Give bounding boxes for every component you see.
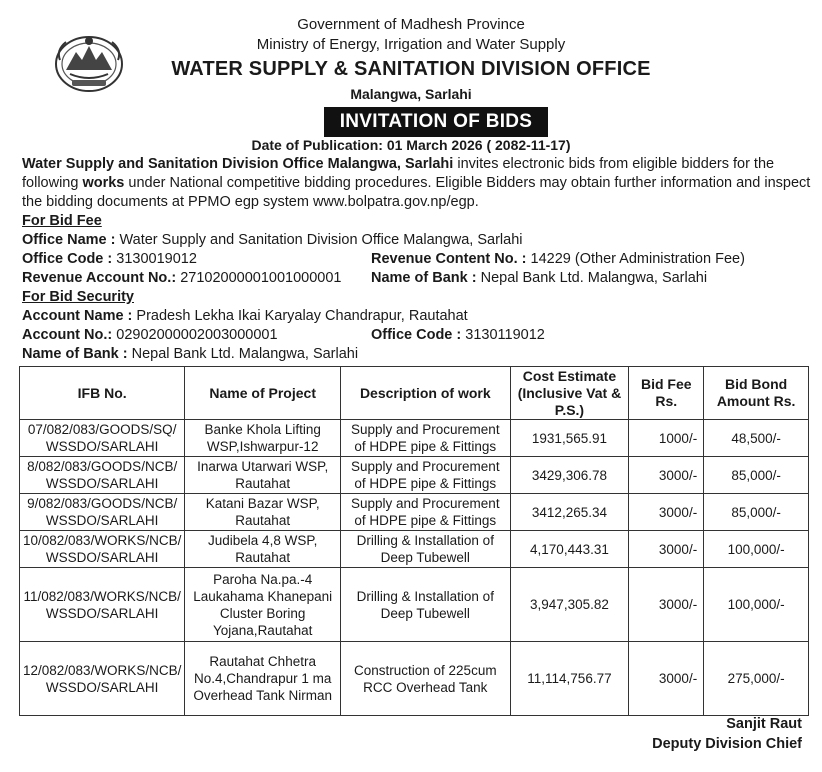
cell-bid-fee: 3000/- bbox=[629, 568, 704, 642]
bid-fee-revenue-account bbox=[22, 270, 341, 286]
cell-bid-bond: 48,500/- bbox=[704, 420, 809, 457]
office-title: WATER SUPPLY & SANITATION DIVISION OFFICE bbox=[171, 58, 651, 80]
government-line: Government of Madhesh Province bbox=[297, 16, 525, 33]
bid-fee-revenue-content bbox=[371, 251, 745, 267]
cell-bid-fee: 3000/- bbox=[629, 642, 704, 716]
cell-project: Judibela 4,8 WSP, Rautahat bbox=[185, 531, 341, 568]
signatory-name: Sanjit Raut bbox=[726, 716, 802, 732]
cell-project: Banke Khola Lifting WSP,Ishwarpur-12 bbox=[185, 420, 341, 457]
cell-bid-bond: 100,000/- bbox=[704, 568, 809, 642]
cell-description: Construction of 225cum RCC Overhead Tank bbox=[341, 642, 510, 716]
account-name-value: Pradesh Lekha Ikai Karyalay Chandrapur, Rautahat bbox=[136, 308, 468, 324]
cell-ifb: 10/082/083/WORKS/NCB/ WSSDO/SARLAHI bbox=[20, 531, 185, 568]
cell-ifb: 8/082/083/GOODS/NCB/ WSSDO/SARLAHI bbox=[20, 457, 185, 494]
bid-security-office-code bbox=[371, 327, 545, 343]
cell-cost: 3429,306.78 bbox=[510, 457, 629, 494]
cell-cost: 11,114,756.77 bbox=[510, 642, 629, 716]
cell-description: Supply and Procurement of HDPE pipe & Fittings bbox=[341, 420, 510, 457]
header-ifb: IFB No. bbox=[20, 367, 185, 420]
signatory-title: Deputy Division Chief bbox=[652, 736, 802, 752]
intro-paragraph bbox=[22, 155, 812, 212]
publication-date: Date of Publication: 01 March 2026 ( 2082-11-17) bbox=[251, 137, 571, 153]
cell-cost: 4,170,443.31 bbox=[510, 531, 629, 568]
header-description: Description of work bbox=[341, 367, 510, 420]
office-name-value: Water Supply and Sanitation Division Office Malangwa, Sarlahi bbox=[119, 232, 523, 248]
office-location: Malangwa, Sarlahi bbox=[350, 86, 472, 102]
cell-ifb: 07/082/083/GOODS/SQ/ WSSDO/SARLAHI bbox=[20, 420, 185, 457]
account-no-label: Account No.: bbox=[22, 327, 117, 343]
revenue-content-value: 14229 (Other Administration Fee) bbox=[530, 251, 745, 267]
cell-bid-bond: 275,000/- bbox=[704, 642, 809, 716]
bid-security-bank bbox=[22, 346, 358, 362]
bid-security-heading: For Bid Security bbox=[22, 289, 134, 305]
cell-ifb: 11/082/083/WORKS/NCB/ WSSDO/SARLAHI bbox=[20, 568, 185, 642]
security-bank-label: Name of Bank : bbox=[22, 346, 132, 362]
cell-bid-fee: 3000/- bbox=[629, 457, 704, 494]
bid-fee-office-name bbox=[22, 232, 522, 248]
intro-works: works bbox=[82, 175, 125, 191]
security-office-code-label: Office Code : bbox=[371, 327, 466, 343]
account-no-value: 02902000002003000001 bbox=[116, 327, 278, 343]
bank-label: Name of Bank : bbox=[371, 270, 481, 286]
bank-value: Nepal Bank Ltd. Malangwa, Sarlahi bbox=[480, 270, 708, 286]
cell-ifb: 12/082/083/WORKS/NCB/ WSSDO/SARLAHI bbox=[20, 642, 185, 716]
cell-project: Inarwa Utarwari WSP, Rautahat bbox=[185, 457, 341, 494]
cell-bid-bond: 100,000/- bbox=[704, 531, 809, 568]
intro-text-1: invites electronic bids from eligible bidders for the following bbox=[22, 156, 775, 191]
table-row bbox=[20, 531, 809, 568]
office-name-label: Office Name : bbox=[22, 232, 120, 248]
bid-fee-bank bbox=[371, 270, 707, 286]
cell-cost: 3,947,305.82 bbox=[510, 568, 629, 642]
bid-security-account-name bbox=[22, 308, 468, 324]
table-row bbox=[20, 494, 809, 531]
intro-text-2: under National competitive bidding procedures. Eligible Bidders may obtain further information and inspect the bidding documents at PPMO egp system www.bolpatra.gov.np/egp. bbox=[22, 175, 811, 210]
ministry-line: Ministry of Energy, Irrigation and Water Supply bbox=[256, 36, 566, 53]
revenue-account-value: 27102000001001000001 bbox=[180, 270, 342, 286]
cell-bid-bond: 85,000/- bbox=[704, 494, 809, 531]
table-row bbox=[20, 642, 809, 716]
cell-description: Drilling & Installation of Deep Tubewell bbox=[341, 568, 510, 642]
revenue-account-label: Revenue Account No.: bbox=[22, 270, 181, 286]
revenue-content-label: Revenue Content No. : bbox=[371, 251, 531, 267]
cell-project: Rautahat Chhetra No.4,Chandrapur 1 ma Overhead Tank Nirman bbox=[185, 642, 341, 716]
cell-description: Supply and Procurement of HDPE pipe & Fittings bbox=[341, 457, 510, 494]
cell-bid-fee: 3000/- bbox=[629, 494, 704, 531]
cell-description: Supply and Procurement of HDPE pipe & Fittings bbox=[341, 494, 510, 531]
invitation-banner: INVITATION OF BIDS bbox=[324, 107, 548, 137]
cell-ifb: 9/082/083/GOODS/NCB/ WSSDO/SARLAHI bbox=[20, 494, 185, 531]
table-row bbox=[20, 420, 809, 457]
cell-project: Katani Bazar WSP, Rautahat bbox=[185, 494, 341, 531]
account-name-label: Account Name : bbox=[22, 308, 137, 324]
cell-bid-fee: 3000/- bbox=[629, 531, 704, 568]
cell-project: Paroha Na.pa.-4 Laukahama Khanepani Cluster Boring Yojana,Rautahat bbox=[185, 568, 341, 642]
cell-cost: 1931,565.91 bbox=[510, 420, 629, 457]
header-bid-bond: Bid Bond Amount Rs. bbox=[704, 367, 809, 420]
security-office-code-value: 3130119012 bbox=[465, 327, 545, 343]
cell-bid-bond: 85,000/- bbox=[704, 457, 809, 494]
header-project: Name of Project bbox=[185, 367, 341, 420]
security-bank-value: Nepal Bank Ltd. Malangwa, Sarlahi bbox=[131, 346, 359, 362]
header-bid-fee: Bid Fee Rs. bbox=[629, 367, 704, 420]
bid-security-account-no bbox=[22, 327, 278, 343]
bid-fee-office-code bbox=[22, 251, 197, 267]
table-row bbox=[20, 457, 809, 494]
cell-description: Drilling & Installation of Deep Tubewell bbox=[341, 531, 510, 568]
intro-office-name: Water Supply and Sanitation Division Office Malangwa, Sarlahi bbox=[22, 156, 454, 172]
table-row bbox=[20, 568, 809, 642]
header-cost: Cost Estimate (Inclusive Vat & P.S.) bbox=[510, 367, 629, 420]
bid-fee-heading: For Bid Fee bbox=[22, 213, 102, 229]
office-code-value: 3130019012 bbox=[116, 251, 197, 267]
cell-bid-fee: 1000/- bbox=[629, 420, 704, 457]
table-header-row bbox=[20, 367, 809, 420]
cell-cost: 3412,265.34 bbox=[510, 494, 629, 531]
office-code-label: Office Code : bbox=[22, 251, 117, 267]
bids-table bbox=[19, 366, 809, 716]
